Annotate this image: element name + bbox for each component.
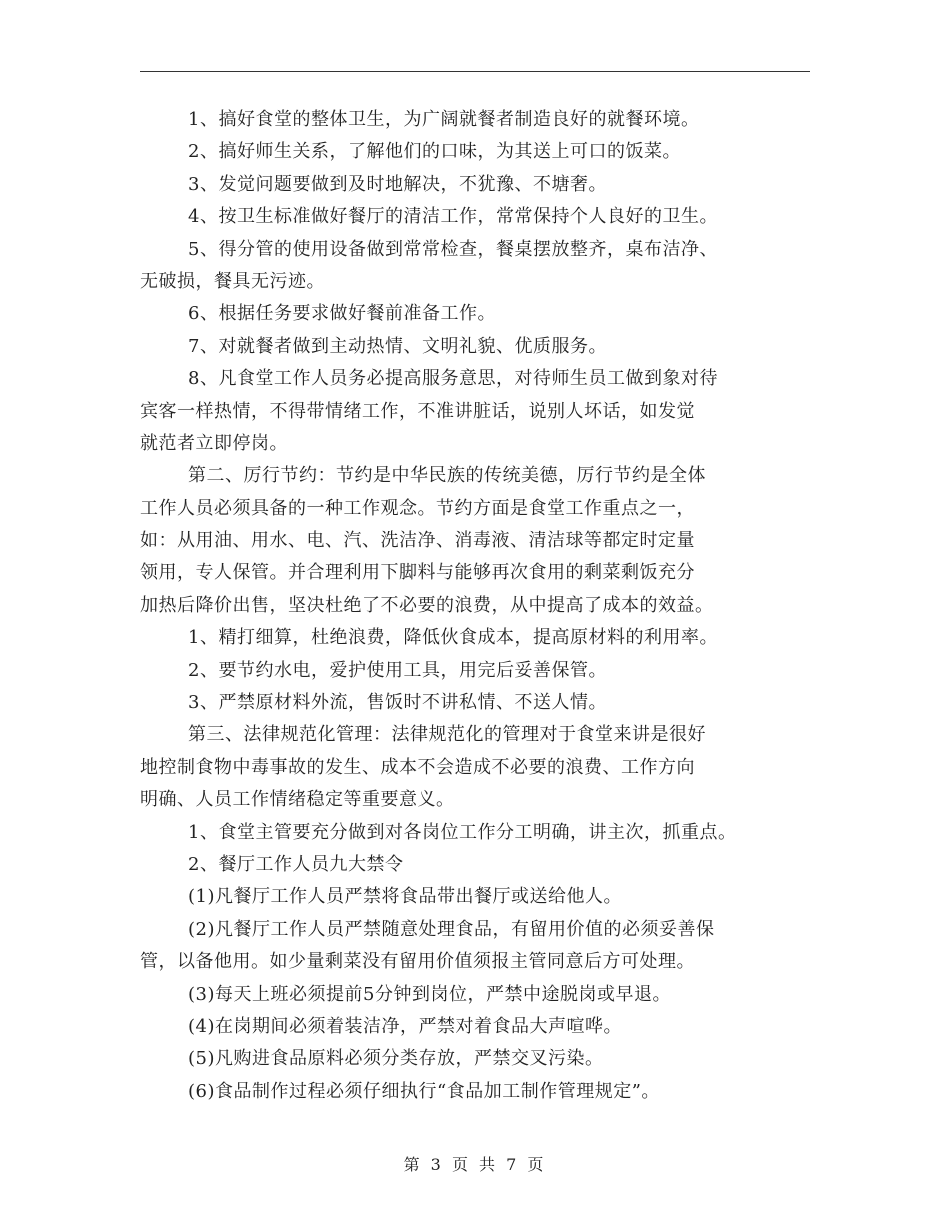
text-line: 加热后降价出售，坚决杜绝了不必要的浪费，从中提高了成本的效益。 (140, 594, 714, 616)
text-line: 领用，专人保管。并合理利用下脚料与能够再次食用的剩菜剩饭充分 (140, 562, 695, 584)
text-line: 4、按卫生标准做好餐厅的清洁工作，常常保持个人良好的卫生。 (188, 206, 718, 228)
text-line: 5、得分管的使用设备做到常常检查，餐桌摆放整齐，桌布洁净、 (188, 238, 718, 260)
document-body (140, 104, 830, 1108)
text-line: 宾客一样热情，不得带情绪工作，不准讲脏话，说别人坏话，如发觉 (140, 400, 695, 422)
text-line: 第三、法律规范化管理：法律规范化的管理对于食堂来讲是很好 (188, 724, 706, 746)
text-line: 1、精打细算，杜绝浪费，降低伙食成本，提高原材料的利用率。 (188, 627, 718, 649)
text-line: 1、食堂主管要充分做到对各岗位工作分工明确，讲主次，抓重点。 (188, 821, 737, 843)
text-line: (3)每天上班必须提前5分钟到岗位，严禁中途脱岗或早退。 (188, 983, 671, 1005)
text-line: 8、凡食堂工作人员务必提高服务意思，对待师生员工做到象对待 (188, 368, 718, 390)
text-line: 7、对就餐者做到主动热情、文明礼貌、优质服务。 (188, 335, 607, 357)
text-line: 就范者立即停岗。 (140, 432, 288, 454)
text-line: 管，以备他用。如少量剩菜没有留用价值须报主管同意后方可处理。 (140, 951, 695, 973)
text-line: (5)凡购进食品原料必须分类存放，严禁交叉污染。 (188, 1048, 604, 1070)
text-line: (4)在岗期间必须着装洁净，严禁对着食品大声喧哗。 (188, 1015, 622, 1037)
text-line: 明确、人员工作情绪稳定等重要意义。 (140, 789, 455, 811)
text-line: 工作人员必须具备的一种工作观念。节约方面是食堂工作重点之一， (140, 497, 695, 519)
text-line: 1、搞好食堂的整体卫生，为广阔就餐者制造良好的就餐环境。 (188, 109, 700, 130)
text-line: 第二、厉行节约：节约是中华民族的传统美德，厉行节约是全体 (188, 465, 706, 487)
text-line: 3、发觉问题要做到及时地解决，不犹豫、不塘奢。 (188, 173, 607, 195)
text-line: 6、根据任务要求做好餐前准备工作。 (188, 303, 496, 325)
text-line: 2、要节约水电，爱护使用工具，用完后妥善保管。 (188, 659, 607, 681)
text-line: 3、严禁原材料外流，售饭时不讲私情、不送人情。 (188, 692, 607, 714)
page-footer: 第 3 页 共 7 页 (403, 1155, 547, 1174)
text-line: (1)凡餐厅工作人员严禁将食品带出餐厅或送给他人。 (188, 886, 622, 908)
header-rule (140, 71, 810, 72)
text-line: 2、搞好师生关系，了解他们的口味，为其送上可口的饭菜。 (188, 141, 681, 163)
text-line: 地控制食物中毒事故的发生、成本不会造成不必要的浪费、工作方向 (140, 756, 695, 778)
text-line: 2、餐厅工作人员九大禁令 (188, 853, 404, 875)
text-line: (2)凡餐厅工作人员严禁随意处理食品，有留用价值的必须妥善保 (188, 918, 715, 940)
text-line: (6)食品制作过程必须仔细执行“食品加工制作管理规定”。 (188, 1080, 660, 1102)
text-line: 无破损，餐具无污迹。 (140, 270, 325, 292)
text-line: 如：从用油、用水、电、汽、洗洁净、消毒液、清洁球等都定时定量 (140, 530, 695, 552)
